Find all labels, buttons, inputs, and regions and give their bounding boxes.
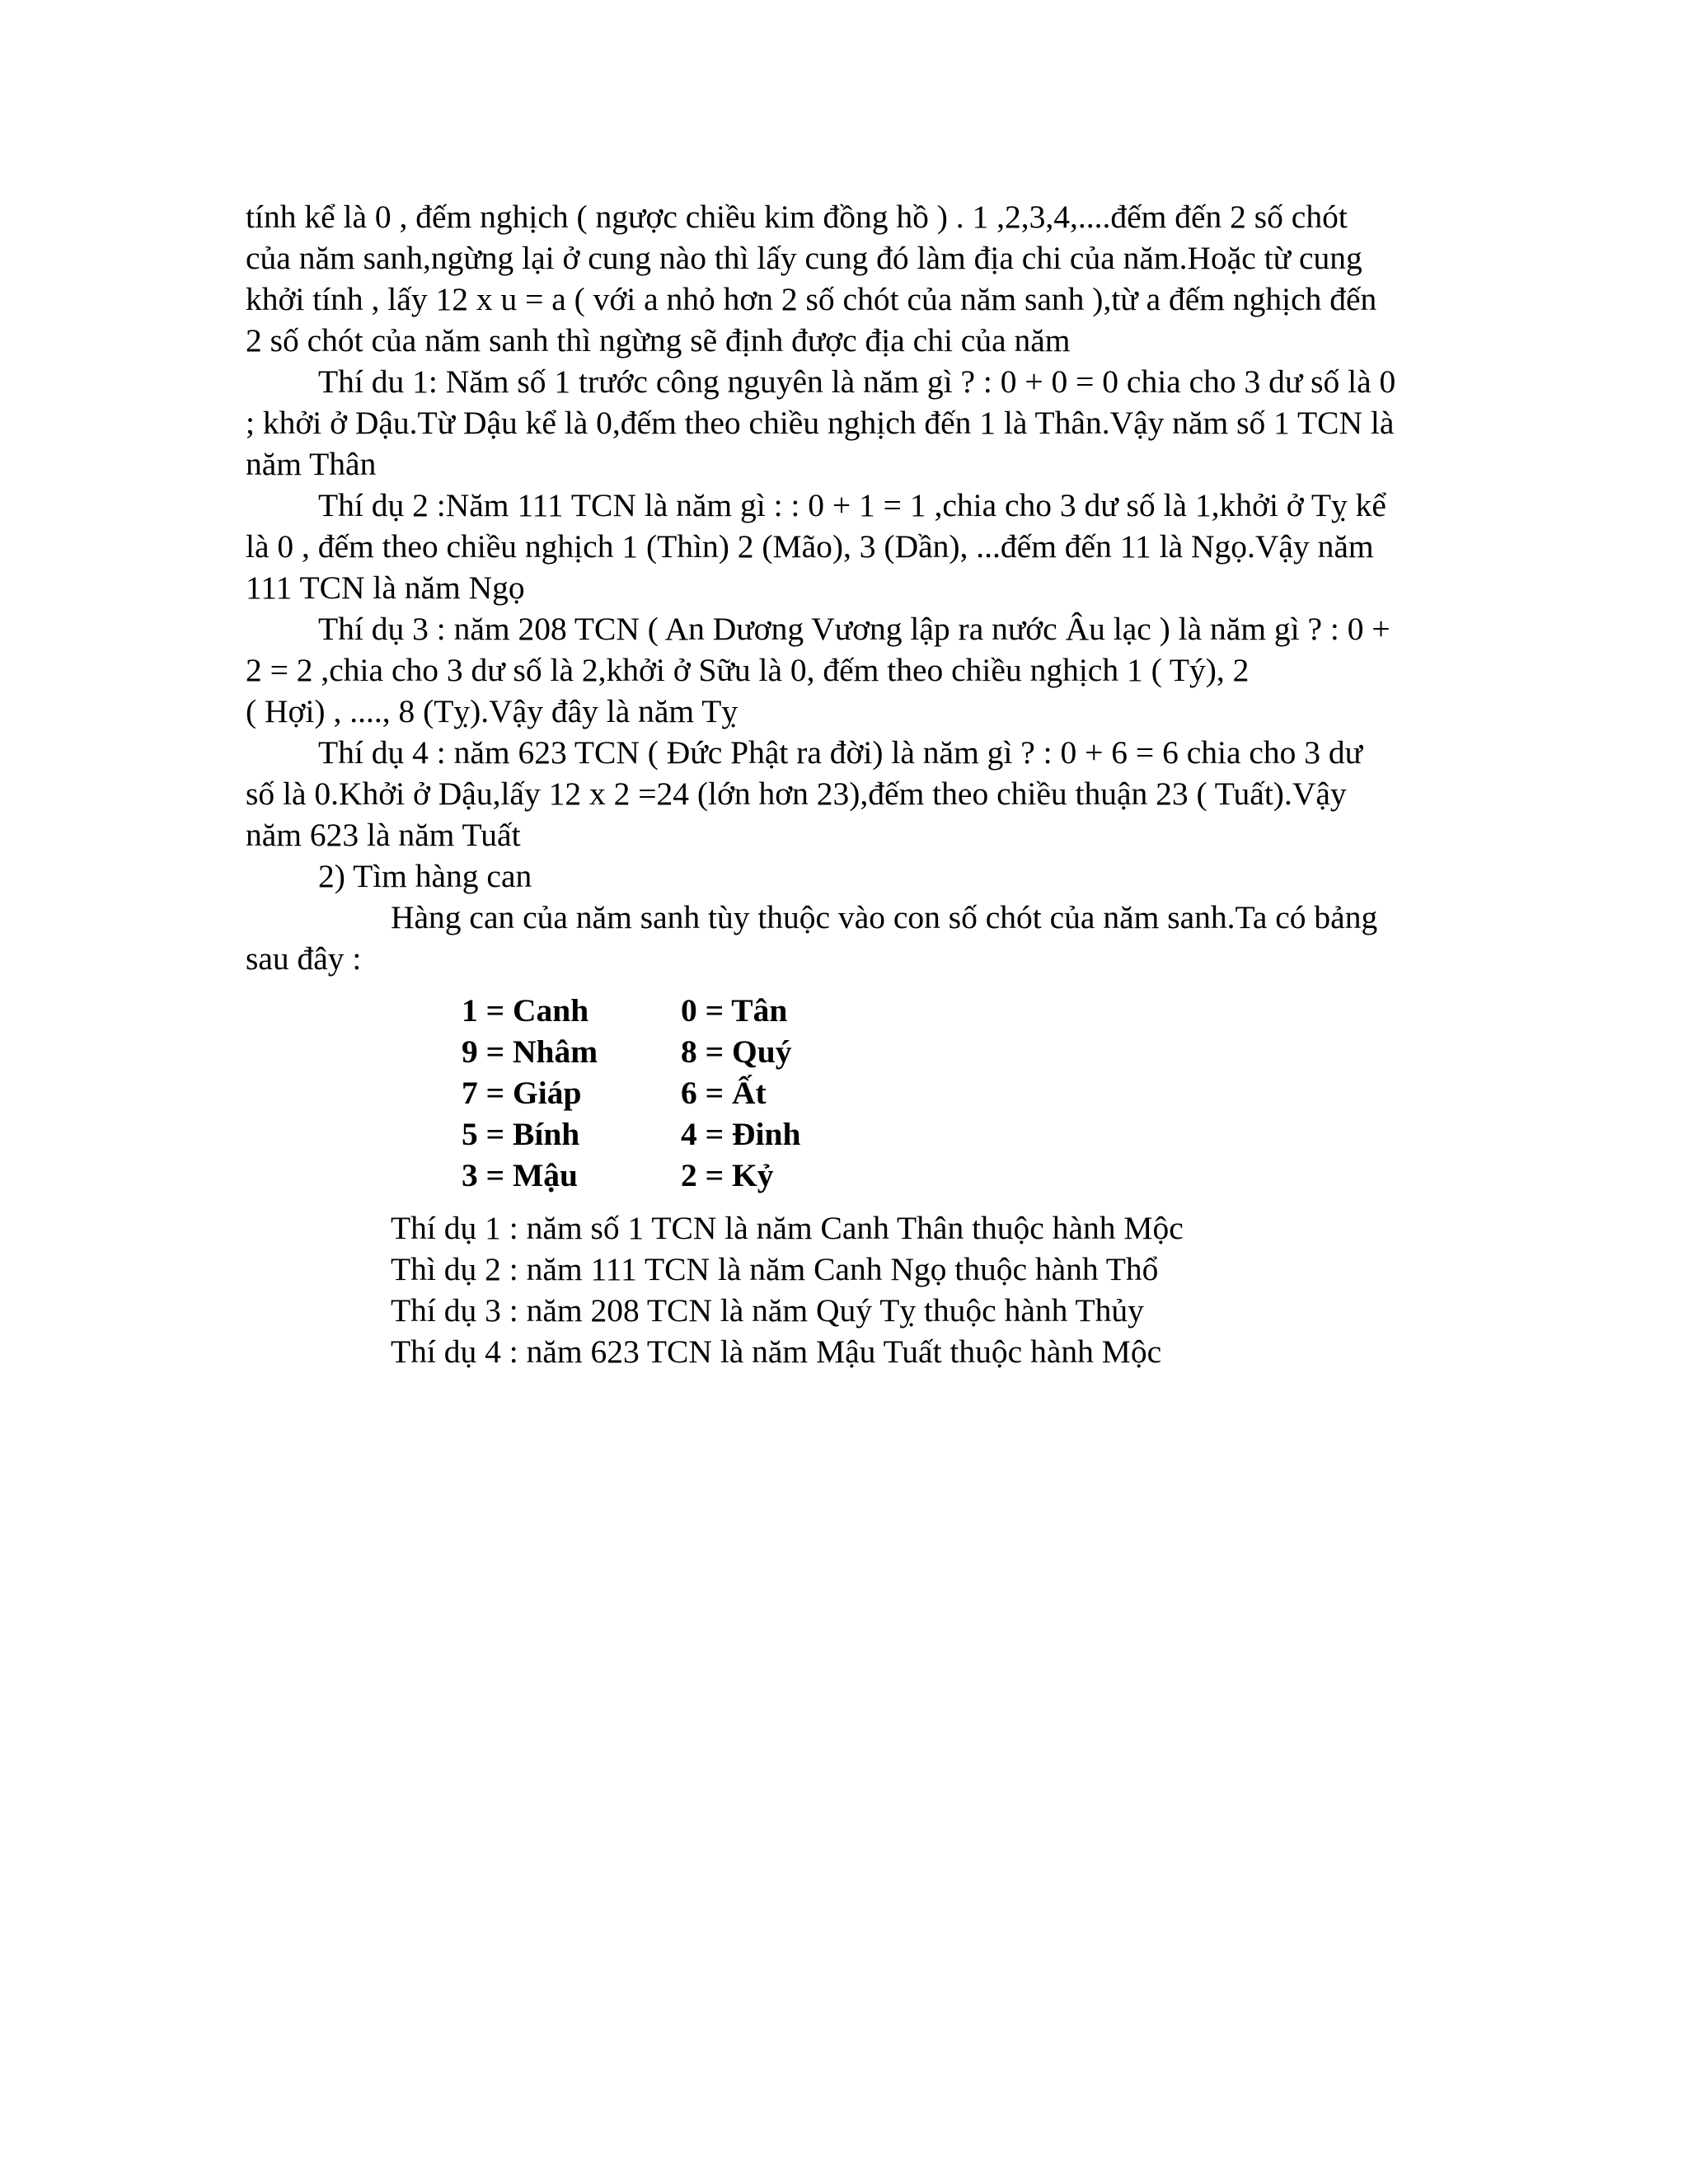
- paragraph-line: của năm sanh,ngừng lại ở cung nào thì lấy cung đó làm địa chi của năm.Hoặc từ cung: [246, 240, 1362, 276]
- can-cell: 0 = Tân: [681, 992, 788, 1029]
- result-line: Thí dụ 3 : năm 208 TCN là năm Quý Tỵ thuộc hành Thủy: [391, 1292, 1144, 1329]
- can-table: [462, 990, 800, 1196]
- can-table-row: [462, 1031, 800, 1072]
- results-list: [391, 1207, 1184, 1372]
- can-table-row: [462, 1072, 800, 1113]
- result-line: Thí dụ 4 : năm 623 TCN là năm Mậu Tuất thuộc hành Mộc: [391, 1333, 1162, 1370]
- intro-line: Hàng can của năm sanh tùy thuộc vào con số chót của năm sanh.Ta có bảng: [391, 899, 1378, 935]
- can-cell: 5 = Bính: [462, 1116, 580, 1152]
- result-line: Thí dụ 1 : năm số 1 TCN là năm Canh Thân thuộc hành Mộc: [391, 1210, 1184, 1246]
- can-cell: 6 = Ất: [681, 1075, 767, 1111]
- can-cell: 1 = Canh: [462, 992, 589, 1029]
- can-table-row: [462, 1113, 800, 1155]
- example-4-line: Thí dụ 4 : năm 623 TCN ( Đức Phật ra đời) là năm gì ? : 0 + 6 = 6 chia cho 3 dư: [318, 734, 1363, 771]
- example-3-line: Thí dụ 3 : năm 208 TCN ( An Dương Vương lập ra nước Âu lạc ) là năm gì ? : 0 +: [318, 611, 1390, 647]
- paragraph-line: 2 số chót của năm sanh thì ngừng sẽ định được địa chi của năm: [246, 322, 1071, 359]
- section-heading: 2) Tìm hàng can: [318, 858, 532, 894]
- can-table-row: [462, 990, 800, 1031]
- can-table-row: [462, 1155, 800, 1196]
- can-cell: 8 = Quý: [681, 1033, 792, 1070]
- result-line: Thì dụ 2 : năm 111 TCN là năm Canh Ngọ thuộc hành Thổ: [391, 1251, 1159, 1287]
- paragraph-line: tính kể là 0 , đếm nghịch ( ngược chiều kim đồng hồ ) . 1 ,2,3,4,....đếm đến 2 số chót: [246, 199, 1348, 235]
- can-cell: 7 = Giáp: [462, 1075, 582, 1111]
- can-cell: 9 = Nhâm: [462, 1033, 598, 1070]
- can-cell: 3 = Mậu: [462, 1157, 579, 1193]
- intro-line: sau đây :: [246, 940, 362, 977]
- example-3-line: ( Hợi) , ...., 8 (Tỵ).Vậy đây là năm Tỵ: [246, 693, 738, 729]
- can-cell: 2 = Kỷ: [681, 1157, 774, 1193]
- can-cell: 4 = Đinh: [681, 1116, 801, 1152]
- example-2-line: là 0 , đếm theo chiều nghịch 1 (Thìn) 2 (Mão), 3 (Dần), ...đếm đến 11 là Ngọ.Vậy năm: [246, 528, 1374, 565]
- example-2-line: Thí dụ 2 :Năm 111 TCN là năm gì : : 0 + 1 = 1 ,chia cho 3 dư số là 1,khởi ở Tỵ kể: [318, 487, 1386, 523]
- example-1-line: Thí du 1: Năm số 1 trước công nguyên là năm gì ? : 0 + 0 = 0 chia cho 3 dư số là 0: [318, 363, 1396, 400]
- example-4-line: số là 0.Khởi ở Dậu,lấy 12 x 2 =24 (lớn hơn 23),đếm theo chiều thuận 23 ( Tuất).Vậy: [246, 776, 1347, 812]
- example-4-line: năm 623 là năm Tuất: [246, 817, 521, 853]
- example-1-line: ; khởi ở Dậu.Từ Dậu kể là 0,đếm theo chiều nghịch đến 1 là Thân.Vậy năm số 1 TCN là: [246, 405, 1395, 441]
- example-3-line: 2 = 2 ,chia cho 3 dư số là 2,khởi ở Sữu là 0, đếm theo chiều nghịch 1 ( Tý), 2: [246, 652, 1250, 688]
- paragraph-line: khởi tính , lấy 12 x u = a ( với a nhỏ hơn 2 số chót của năm sanh ),từ a đếm nghịch đến: [246, 281, 1377, 317]
- example-2-line: 111 TCN là năm Ngọ: [246, 569, 525, 606]
- example-1-line: năm Thân: [246, 446, 377, 482]
- main-text: [246, 196, 1515, 979]
